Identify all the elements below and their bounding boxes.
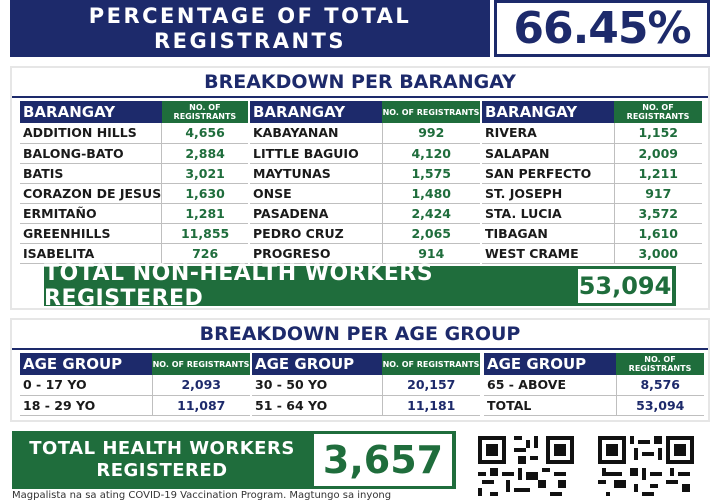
table-row	[20, 143, 248, 163]
registrant-count: 1,152	[614, 123, 702, 143]
age-table-2	[252, 353, 480, 416]
barangay-name: MAYTUNAS	[250, 163, 382, 183]
page-title-banner	[10, 0, 490, 57]
table-row	[20, 163, 248, 183]
table-row	[250, 143, 480, 163]
table-row	[250, 223, 480, 243]
health-workers-value: 3,657	[314, 434, 452, 486]
barangay-name: PEDRO CRUZ	[250, 223, 382, 243]
registrant-count: 726	[162, 243, 248, 263]
column-header-barangay: BARANGAY	[482, 101, 614, 123]
footer-note: Magpalista na sa ating COVID-19 Vaccination Program. Magtungo sa inyong	[12, 490, 392, 500]
table-row	[482, 123, 702, 143]
barangay-name: SAN PERFECTO	[482, 163, 614, 183]
column-header-registrants: NO. OF REGISTRANTS	[382, 353, 480, 375]
health-workers-banner	[12, 431, 456, 489]
age-section-title	[12, 323, 708, 345]
table-row	[20, 123, 248, 143]
column-header-registrants: NO. OF REGISTRANTS	[616, 353, 704, 375]
barangay-name: LITTLE BAGUIO	[250, 143, 382, 163]
barangay-name: GREENHILLS	[20, 223, 162, 243]
table-row	[250, 203, 480, 223]
barangay-name: PASADENA	[250, 203, 382, 223]
registrant-count: 3,000	[614, 243, 702, 263]
registrant-count: 4,656	[162, 123, 248, 143]
registrant-count: 8,576	[616, 375, 704, 395]
age-group-name: 51 - 64 YO	[252, 395, 382, 415]
age-group-name: 65 - ABOVE	[484, 375, 616, 395]
barangay-name: SALAPAN	[482, 143, 614, 163]
column-header-registrants: NO. OF REGISTRANTS	[614, 101, 702, 123]
registrant-count: 11,181	[382, 395, 480, 415]
registrant-count: 2,065	[382, 223, 480, 243]
barangay-name: ISABELITA	[20, 243, 162, 263]
registrant-count: 2,884	[162, 143, 248, 163]
age-table-3	[484, 353, 704, 416]
barangay-name: ADDITION HILLS	[20, 123, 162, 143]
table-row	[250, 243, 480, 263]
registrant-count: 11,087	[152, 395, 250, 415]
column-header-barangay: BARANGAY	[250, 101, 382, 123]
registrant-count: 1,630	[162, 183, 248, 203]
barangay-name: BATIS	[20, 163, 162, 183]
age-group-name: 30 - 50 YO	[252, 375, 382, 395]
column-header-registrants: NO. OF REGISTRANTS	[152, 353, 250, 375]
column-header-barangay: BARANGAY	[20, 101, 162, 123]
registrant-count: 11,855	[162, 223, 248, 243]
registrant-count: 3,572	[614, 203, 702, 223]
table-row	[20, 203, 248, 223]
table-row	[252, 395, 480, 415]
barangay-name: ONSE	[250, 183, 382, 203]
registrant-count: 2,424	[382, 203, 480, 223]
registrant-count: 917	[614, 183, 702, 203]
registrant-count: 1,575	[382, 163, 480, 183]
barangay-table-3	[482, 101, 702, 264]
registrant-count: 53,094	[616, 395, 704, 415]
registrant-count: 20,157	[382, 375, 480, 395]
registrant-count: 2,093	[152, 375, 250, 395]
age-group-panel	[10, 318, 710, 422]
registrants-percentage: 66.45%	[494, 0, 710, 57]
barangay-name: WEST CRAME	[482, 243, 614, 263]
table-row	[250, 163, 480, 183]
age-table-1	[20, 353, 250, 416]
registrant-count: 992	[382, 123, 480, 143]
table-row	[20, 375, 250, 395]
barangay-name: STA. LUCIA	[482, 203, 614, 223]
column-header-age-group: AGE GROUP	[484, 353, 616, 375]
table-row	[20, 395, 250, 415]
column-header-registrants: NO. OF REGISTRANTS	[162, 101, 248, 123]
barangay-name: CORAZON DE JESUS	[20, 183, 162, 203]
barangay-name: TIBAGAN	[482, 223, 614, 243]
table-row	[482, 203, 702, 223]
qr-code-icon	[478, 436, 574, 500]
table-row	[20, 183, 248, 203]
column-header-age-group: AGE GROUP	[20, 353, 152, 375]
title-divider	[12, 348, 708, 350]
registrant-count: 4,120	[382, 143, 480, 163]
total-non-health-value: 53,094	[578, 269, 672, 303]
registrant-count: 1,480	[382, 183, 480, 203]
barangay-name: PROGRESO	[250, 243, 382, 263]
total-non-health-banner	[44, 261, 676, 311]
table-row	[20, 243, 248, 263]
barangay-table-1	[20, 101, 248, 264]
health-workers-label-line-1: TOTAL HEALTH WORKERS	[29, 438, 295, 459]
title-divider	[12, 96, 708, 98]
barangay-table-2	[250, 101, 480, 264]
table-row	[250, 183, 480, 203]
age-group-name: 18 - 29 YO	[20, 395, 152, 415]
barangay-section-title	[12, 71, 708, 93]
table-row	[484, 375, 704, 395]
page-title-line-1: PERCENTAGE OF TOTAL REGISTRANTS	[88, 4, 412, 53]
registrant-count: 2,009	[614, 143, 702, 163]
table-row	[482, 243, 702, 263]
barangay-name: ST. JOSEPH	[482, 183, 614, 203]
health-workers-label-line-2: REGISTERED	[96, 460, 228, 481]
qr-code-icon	[598, 436, 694, 500]
registrant-count: 1,281	[162, 203, 248, 223]
age-group-name: TOTAL	[484, 395, 616, 415]
registrant-count: 1,610	[614, 223, 702, 243]
table-row	[482, 223, 702, 243]
table-row	[482, 143, 702, 163]
table-row	[20, 223, 248, 243]
age-group-name: 0 - 17 YO	[20, 375, 152, 395]
table-row	[482, 183, 702, 203]
registrant-count: 3,021	[162, 163, 248, 183]
table-row	[252, 375, 480, 395]
barangay-name: KABAYANAN	[250, 123, 382, 143]
barangay-section-title-text: BREAKDOWN PER BARANGAY	[204, 71, 516, 93]
column-header-age-group: AGE GROUP	[252, 353, 382, 375]
table-row	[484, 395, 704, 415]
registrant-count: 914	[382, 243, 480, 263]
barangay-name: ERMITAÑO	[20, 203, 162, 223]
barangay-name: BALONG-BATO	[20, 143, 162, 163]
registrant-count: 1,211	[614, 163, 702, 183]
health-workers-label	[12, 431, 312, 489]
barangay-name: RIVERA	[482, 123, 614, 143]
table-row	[482, 163, 702, 183]
age-section-title-text: BREAKDOWN PER AGE GROUP	[199, 323, 521, 345]
table-row	[250, 123, 480, 143]
total-non-health-label: TOTAL NON-HEALTH WORKERS REGISTERED	[44, 261, 434, 311]
column-header-registrants: NO. OF REGISTRANTS	[382, 101, 480, 123]
